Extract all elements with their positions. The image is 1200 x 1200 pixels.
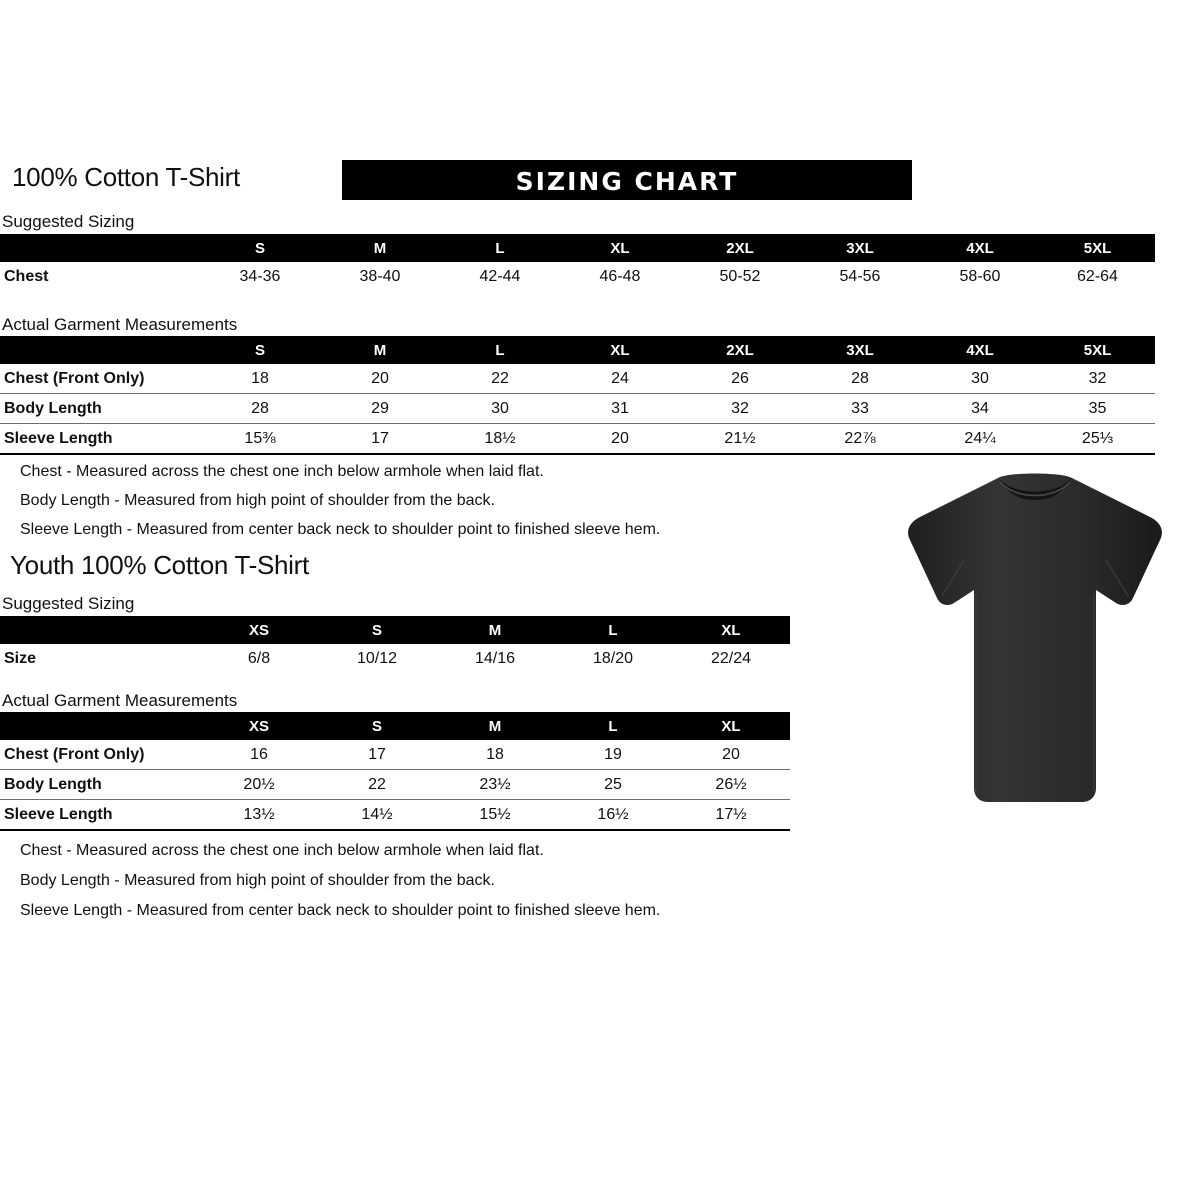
row-label: Chest (Front Only) xyxy=(0,740,200,770)
table-row xyxy=(0,394,1155,424)
column-header: 3XL xyxy=(800,234,920,262)
adult-note-body-length: Body Length - Measured from high point of shoulder from the back. xyxy=(20,492,495,509)
header-row xyxy=(12,160,1188,202)
column-header: L xyxy=(440,234,560,262)
table-header-row xyxy=(0,616,790,644)
column-header: L xyxy=(440,336,560,364)
column-header: S xyxy=(318,712,436,740)
youth-note-body-length: Body Length - Measured from high point of shoulder from the back. xyxy=(20,872,495,889)
youth-suggested-sizing-label: Suggested Sizing xyxy=(2,594,135,613)
table-cell: 14½ xyxy=(318,800,436,831)
table-cell: 30 xyxy=(920,364,1040,394)
row-label: Size xyxy=(4,649,37,667)
table-row xyxy=(0,364,1155,394)
table-cell: 13½ xyxy=(200,800,318,831)
column-header xyxy=(0,336,200,364)
table-cell: 16½ xyxy=(554,800,672,831)
table-cell: 28 xyxy=(200,394,320,424)
table-cell: 54-56 xyxy=(839,267,881,285)
table-header-row xyxy=(0,234,1155,262)
column-header: XL xyxy=(560,234,680,262)
column-header: M xyxy=(436,712,554,740)
table-cell: 14/16 xyxy=(474,649,516,667)
column-header xyxy=(0,234,200,262)
adult-suggested-sizing-label: Suggested Sizing xyxy=(2,212,135,231)
table-cell: 24 xyxy=(560,364,680,394)
table-row xyxy=(0,644,790,673)
table-cell: 20 xyxy=(560,424,680,455)
table-cell: 22 xyxy=(318,770,436,800)
table-row xyxy=(0,262,1155,291)
column-header: 2XL xyxy=(680,234,800,262)
table-cell: 22⅞ xyxy=(800,424,920,455)
table-cell: 50-52 xyxy=(719,267,761,285)
adult-note-sleeve-length: Sleeve Length - Measured from center back neck to shoulder point to finished sleeve hem. xyxy=(20,521,661,538)
column-header: 2XL xyxy=(680,336,800,364)
table-cell: 18 xyxy=(200,364,320,394)
table-cell: 23½ xyxy=(436,770,554,800)
table-cell: 15½ xyxy=(436,800,554,831)
column-header: M xyxy=(436,616,554,644)
sizing-chart-banner xyxy=(342,160,912,200)
table-cell: 24¼ xyxy=(920,424,1040,455)
row-label: Body Length xyxy=(0,394,200,424)
table-cell: 26 xyxy=(680,364,800,394)
table-cell: 20 xyxy=(320,364,440,394)
table-cell: 6/8 xyxy=(247,649,271,667)
column-header: XL xyxy=(672,712,790,740)
table-cell: 46-48 xyxy=(599,267,641,285)
column-header: 5XL xyxy=(1040,336,1155,364)
adult-note-chest: Chest - Measured across the chest one inch below armhole when laid flat. xyxy=(20,463,544,480)
youth-section-title: Youth 100% Cotton T-Shirt xyxy=(10,550,309,580)
row-label: Chest (Front Only) xyxy=(0,364,200,394)
black-tshirt-illustration xyxy=(890,470,1180,810)
table-cell: 16 xyxy=(200,740,318,770)
table-row xyxy=(0,800,790,831)
column-header: L xyxy=(554,616,672,644)
table-cell: 25⅓ xyxy=(1040,424,1155,455)
column-header: S xyxy=(200,336,320,364)
row-label: Sleeve Length xyxy=(0,800,200,831)
column-header: S xyxy=(200,234,320,262)
table-cell: 18 xyxy=(436,740,554,770)
sizing-chart-banner-label: SIZING CHART xyxy=(515,167,739,196)
table-cell: 30 xyxy=(440,394,560,424)
youth-actual-measurements-table xyxy=(0,712,790,831)
youth-suggested-sizing-table xyxy=(0,616,790,673)
column-header: XL xyxy=(560,336,680,364)
column-header: XL xyxy=(672,616,790,644)
table-cell: 35 xyxy=(1040,394,1155,424)
table-cell: 18½ xyxy=(440,424,560,455)
table-cell: 22/24 xyxy=(710,649,752,667)
column-header: M xyxy=(320,234,440,262)
column-header: M xyxy=(320,336,440,364)
row-label: Chest xyxy=(4,267,49,285)
column-header: 4XL xyxy=(920,336,1040,364)
table-cell: 19 xyxy=(554,740,672,770)
row-label: Body Length xyxy=(0,770,200,800)
adult-suggested-sizing-table xyxy=(0,234,1155,291)
youth-actual-measurements-label: Actual Garment Measurements xyxy=(2,691,238,710)
table-cell: 29 xyxy=(320,394,440,424)
table-cell: 22 xyxy=(440,364,560,394)
column-header: XS xyxy=(200,712,318,740)
column-header: L xyxy=(554,712,672,740)
table-cell: 20½ xyxy=(200,770,318,800)
table-cell: 17 xyxy=(318,740,436,770)
table-cell: 42-44 xyxy=(479,267,521,285)
table-header-row xyxy=(0,712,790,740)
table-cell: 26½ xyxy=(672,770,790,800)
table-cell: 31 xyxy=(560,394,680,424)
adult-actual-measurements-table xyxy=(0,336,1155,455)
table-cell: 38-40 xyxy=(359,267,401,285)
table-row xyxy=(0,424,1155,455)
table-header-row xyxy=(0,336,1155,364)
table-cell: 10/12 xyxy=(356,649,398,667)
column-header: 4XL xyxy=(920,234,1040,262)
table-cell: 33 xyxy=(800,394,920,424)
column-header: S xyxy=(318,616,436,644)
table-cell: 17 xyxy=(320,424,440,455)
table-row xyxy=(0,740,790,770)
table-cell: 32 xyxy=(680,394,800,424)
adult-actual-measurements-label: Actual Garment Measurements xyxy=(2,315,238,334)
table-cell: 20 xyxy=(672,740,790,770)
column-header: 5XL xyxy=(1040,234,1155,262)
table-cell: 58-60 xyxy=(959,267,1001,285)
page-title: 100% Cotton T-Shirt xyxy=(12,162,240,192)
table-cell: 25 xyxy=(554,770,672,800)
table-cell: 28 xyxy=(800,364,920,394)
table-cell: 15⅜ xyxy=(200,424,320,455)
table-cell: 32 xyxy=(1040,364,1155,394)
row-label: Sleeve Length xyxy=(0,424,200,455)
table-cell: 18/20 xyxy=(592,649,634,667)
table-cell: 34 xyxy=(920,394,1040,424)
youth-note-sleeve-length: Sleeve Length - Measured from center back neck to shoulder point to finished sleeve hem. xyxy=(20,902,661,919)
column-header xyxy=(0,616,200,644)
table-cell: 62-64 xyxy=(1077,267,1118,285)
column-header: 3XL xyxy=(800,336,920,364)
table-cell: 21½ xyxy=(680,424,800,455)
column-header xyxy=(0,712,200,740)
table-cell: 17½ xyxy=(672,800,790,831)
column-header: XS xyxy=(200,616,318,644)
table-row xyxy=(0,770,790,800)
table-cell: 34-36 xyxy=(239,267,281,285)
youth-note-chest: Chest - Measured across the chest one inch below armhole when laid flat. xyxy=(20,842,544,859)
